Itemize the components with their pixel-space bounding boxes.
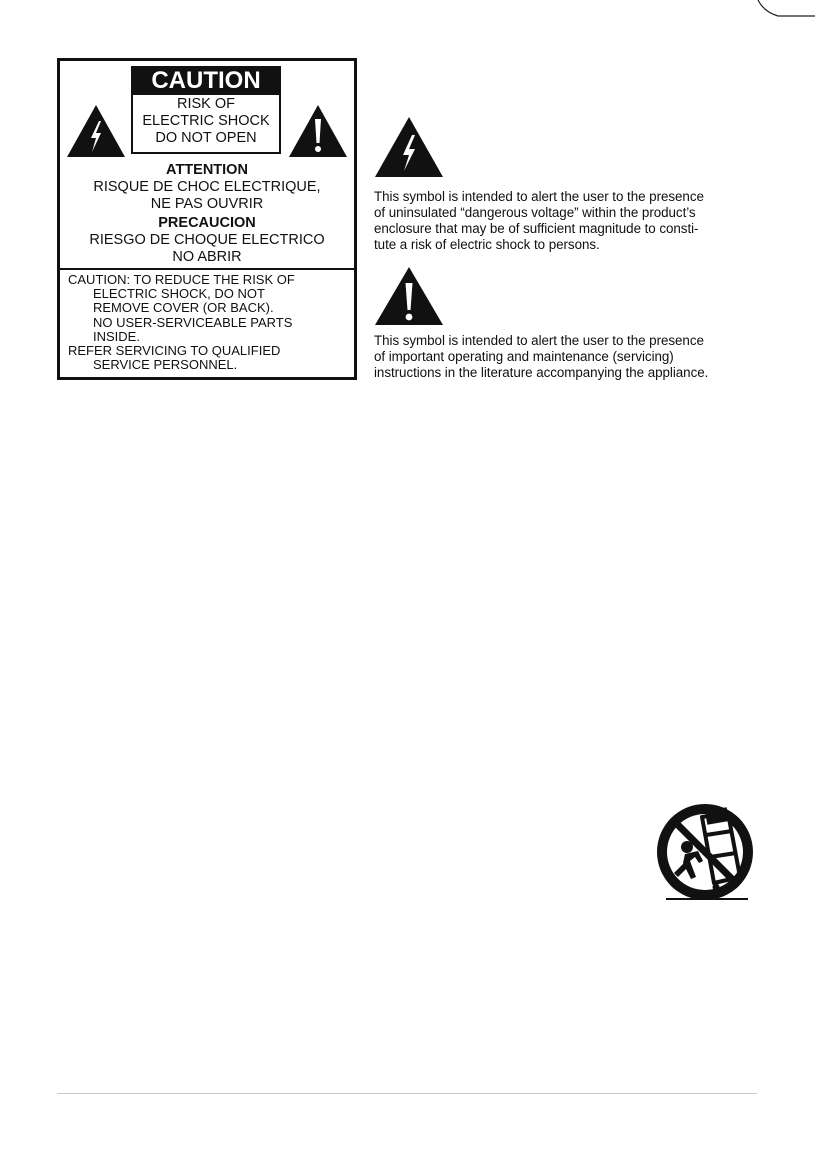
caution-subtext [133,95,279,147]
exclamation-symbol-description [374,333,754,381]
french-line: NE PAS OUVRIR [150,196,264,212]
french-warning [60,162,354,213]
service-warning [68,273,353,372]
service-warning-line: REMOVE COVER (OR BACK). [93,300,274,316]
description-line: enclosure that may be of sufficient magnitude to consti- [374,221,699,236]
caution-sub-line: ELECTRIC SHOCK [142,113,270,129]
spanish-line: RIESGO DE CHOQUE ELECTRICO [89,232,325,248]
caution-label-top [60,61,354,268]
service-warning-line: REFER SERVICING TO QUALIFIED [68,343,281,359]
description-line: tute a risk of electric shock to persons. [374,237,600,252]
spanish-line: NO ABRIR [172,249,242,265]
caution-sub-line: RISK OF [176,96,235,112]
cart-tip-over-icon [654,803,758,905]
caution-sub-line: DO NOT OPEN [155,130,257,146]
exclamation-triangle-icon [287,103,349,159]
label-divider [60,268,354,270]
footer-rule [57,1093,757,1094]
caution-block [131,66,281,154]
service-warning-line: NO USER-SERVICEABLE PARTS [93,314,293,330]
service-warning-line: ELECTRIC SHOCK, DO NOT [93,286,265,302]
service-warning-line: SERVICE PERSONNEL. [93,357,238,373]
lightning-triangle-icon [373,115,445,179]
caution-label [57,58,357,380]
description-line: This symbol is intended to alert the user to the presence [374,189,704,204]
spanish-warning [60,215,354,266]
french-heading: ATTENTION [166,162,248,178]
description-line: instructions in the literature accompanying the appliance. [374,365,709,380]
description-line: This symbol is intended to alert the user to the presence [374,333,704,348]
exclamation-triangle-icon [373,265,445,327]
caution-header: CAUTION [133,68,279,95]
service-warning-line: INSIDE. [93,328,140,344]
french-line: RISQUE DE CHOC ELECTRIQUE, [93,179,321,195]
lightning-symbol-description [374,189,754,253]
description-line: of important operating and maintenance (servicing) [374,349,674,364]
lightning-triangle-icon [65,103,127,159]
corner-curve [0,0,815,30]
description-line: of uninsulated “dangerous voltage” within the product’s [374,205,696,220]
spanish-heading: PRECAUCION [158,215,256,231]
service-warning-line: CAUTION: TO REDUCE THE RISK OF [68,272,295,287]
